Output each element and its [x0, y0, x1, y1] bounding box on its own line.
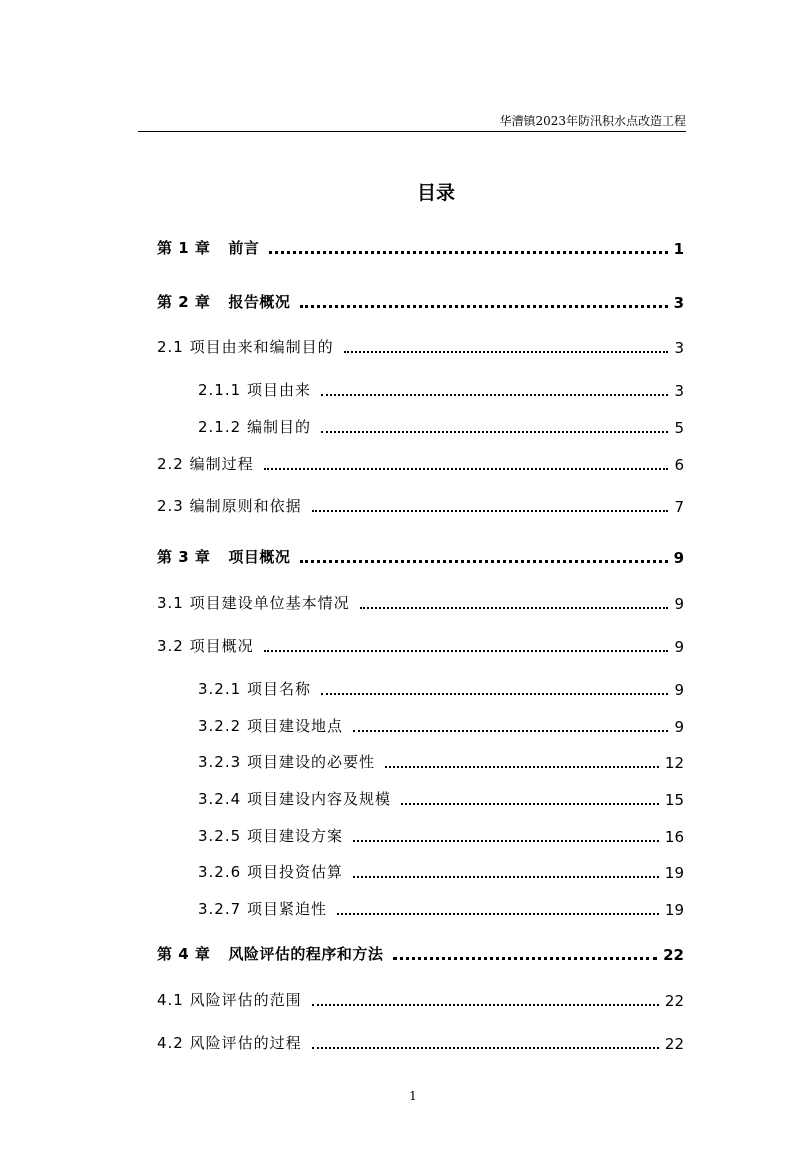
- toc-entry-title: 风险评估的过程: [189, 1034, 302, 1052]
- toc-entry-3-2-5[interactable]: [198, 822, 684, 846]
- toc-entry-text: [157, 336, 334, 357]
- toc-entry-page: 22: [664, 1035, 684, 1053]
- toc-entry-label: 2.2: [157, 455, 184, 473]
- toc-leader-dots: [385, 766, 659, 768]
- page-number: 1: [409, 1089, 417, 1103]
- toc-entry-text: [198, 715, 343, 736]
- toc-entry-page: 16: [664, 828, 684, 846]
- toc-entry-text: [198, 825, 343, 846]
- toc-entry-label: 3.2.7: [198, 900, 242, 918]
- toc-leader-dots: [344, 351, 669, 353]
- toc-entry-title: 项目建设内容及规模: [246, 790, 391, 808]
- toc-entry-text: [157, 943, 383, 964]
- toc-leader-dots: [353, 840, 659, 842]
- toc-entry-2-1-1[interactable]: [198, 376, 684, 400]
- toc-entry-3-2-1[interactable]: [198, 675, 684, 699]
- toc-leader-dots: [300, 560, 667, 563]
- toc-entry-page: 9: [674, 595, 684, 613]
- toc-entry-label: 3.2.6: [198, 863, 242, 881]
- toc-entry-text: [198, 751, 375, 772]
- toc-entry-title: 项目投资估算: [246, 863, 343, 881]
- toc-entry-label: 3.2.1: [198, 680, 242, 698]
- toc-leader-dots: [337, 913, 659, 915]
- toc-entry-title: 编制原则和依据: [189, 497, 302, 515]
- toc-entry-page: 3: [674, 382, 684, 400]
- toc-entry-text: [198, 678, 311, 699]
- toc-entry-text: [157, 237, 259, 258]
- toc-entry-label: 第 4 章: [157, 945, 211, 963]
- toc-entry-label: 3.1: [157, 594, 184, 612]
- toc-leader-dots: [312, 1047, 659, 1049]
- toc-entry-3-2-4[interactable]: [198, 785, 684, 809]
- toc-entry-text: [157, 989, 302, 1010]
- toc-entry-label: 3.2.2: [198, 717, 242, 735]
- toc-entry-title: 报告概况: [228, 293, 291, 311]
- toc-entry-title: 项目名称: [246, 680, 311, 698]
- toc-entry-label: 3.2.3: [198, 753, 242, 771]
- toc-entry-2-3[interactable]: [157, 492, 684, 516]
- toc-entry-page: 1: [673, 240, 684, 258]
- toc-entry-page: 5: [674, 419, 684, 437]
- toc-entry-page: 9: [674, 638, 684, 656]
- toc-entry-page: 3: [673, 294, 684, 312]
- header-rule: [138, 131, 686, 132]
- toc-entry-text: [157, 1032, 302, 1053]
- toc-leader-dots: [353, 730, 668, 732]
- toc-entry-3-2-3[interactable]: [198, 748, 684, 772]
- toc-entry-page: 6: [674, 456, 684, 474]
- toc-title: 目录: [416, 182, 455, 204]
- toc-entry-page: 12: [664, 754, 684, 772]
- toc-entry-text: [198, 861, 343, 882]
- toc-entry-2-1[interactable]: [157, 333, 684, 357]
- toc-entry-label: 3.2.5: [198, 827, 242, 845]
- toc-entry-title: 编制目的: [246, 418, 311, 436]
- toc-entry-title: 前言: [228, 239, 260, 257]
- toc-entry-title: 项目建设单位基本情况: [189, 594, 350, 612]
- toc-leader-dots: [321, 693, 668, 695]
- toc-entry-page: 3: [674, 339, 684, 357]
- toc-entry-title: 项目建设方案: [246, 827, 343, 845]
- toc-entry-3-2-7[interactable]: [198, 895, 684, 919]
- toc-leader-dots: [321, 394, 668, 396]
- toc-leader-dots: [321, 431, 668, 433]
- toc-entry-page: 7: [674, 498, 684, 516]
- toc-entry-text: [198, 416, 311, 437]
- toc-entry-label: 3.2: [157, 637, 184, 655]
- toc-entry-text: [157, 635, 254, 656]
- toc-entry-title: 项目建设的必要性: [246, 753, 375, 771]
- toc-entry-label: 第 1 章: [157, 239, 211, 257]
- toc-entry-label: 2.1: [157, 338, 184, 356]
- toc-entry-title: 项目建设地点: [246, 717, 343, 735]
- running-header: 华漕镇2023年防汛积水点改造工程: [499, 114, 686, 128]
- toc-entry-chapter-3[interactable]: [157, 543, 684, 567]
- toc-entry-3-2-6[interactable]: [198, 858, 684, 882]
- toc-entry-chapter-1[interactable]: [157, 234, 684, 258]
- toc-leader-dots: [300, 305, 667, 308]
- toc-entry-title: 风险评估的程序和方法: [228, 945, 384, 963]
- toc-leader-dots: [393, 957, 657, 960]
- toc-leader-dots: [353, 876, 659, 878]
- toc-entry-text: [157, 592, 350, 613]
- toc-entry-3-2[interactable]: [157, 632, 684, 656]
- toc-entry-chapter-4[interactable]: [157, 940, 684, 964]
- toc-entry-text: [157, 453, 254, 474]
- toc-leader-dots: [264, 468, 669, 470]
- toc-entry-4-2[interactable]: [157, 1029, 684, 1053]
- toc-entry-label: 4.2: [157, 1034, 184, 1052]
- toc-entry-label: 2.3: [157, 497, 184, 515]
- toc-entry-label: 第 2 章: [157, 293, 211, 311]
- toc-entry-text: [157, 546, 290, 567]
- toc-leader-dots: [360, 607, 669, 609]
- toc-leader-dots: [401, 803, 659, 805]
- toc-entry-title: 编制过程: [189, 455, 254, 473]
- toc-entry-3-2-2[interactable]: [198, 712, 684, 736]
- toc-entry-page: 9: [674, 718, 684, 736]
- toc-entry-text: [157, 495, 302, 516]
- toc-entry-title: 项目由来: [246, 381, 311, 399]
- toc-entry-page: 9: [674, 681, 684, 699]
- toc-leader-dots: [269, 251, 667, 254]
- toc-entry-page: 15: [664, 791, 684, 809]
- toc-entry-page: 22: [663, 946, 684, 964]
- toc-entry-title: 风险评估的范围: [189, 991, 302, 1009]
- toc-entry-label: 2.1.2: [198, 418, 242, 436]
- toc-entry-label: 第 3 章: [157, 548, 211, 566]
- toc-entry-text: [198, 379, 311, 400]
- toc-entry-text: [198, 898, 327, 919]
- toc-entry-chapter-2[interactable]: [157, 288, 684, 312]
- toc-entry-label: 3.2.4: [198, 790, 242, 808]
- toc-entry-page: 19: [664, 864, 684, 882]
- toc-entry-label: 4.1: [157, 991, 184, 1009]
- toc-entry-2-1-2[interactable]: [198, 413, 684, 437]
- toc-entry-page: 19: [664, 901, 684, 919]
- toc-leader-dots: [264, 650, 669, 652]
- toc-entry-title: 项目概况: [189, 637, 254, 655]
- toc-entry-title: 项目紧迫性: [246, 900, 327, 918]
- toc-entry-title: 项目由来和编制目的: [189, 338, 334, 356]
- toc-leader-dots: [312, 1004, 659, 1006]
- toc-leader-dots: [312, 510, 669, 512]
- toc-entry-page: 9: [673, 549, 684, 567]
- toc-entry-page: 22: [664, 992, 684, 1010]
- toc-entry-label: 2.1.1: [198, 381, 242, 399]
- toc-entry-4-1[interactable]: [157, 986, 684, 1010]
- toc-entry-3-1[interactable]: [157, 589, 684, 613]
- toc-entry-text: [157, 291, 290, 312]
- toc-entry-text: [198, 788, 391, 809]
- toc-entry-title: 项目概况: [228, 548, 291, 566]
- toc-entry-2-2[interactable]: [157, 450, 684, 474]
